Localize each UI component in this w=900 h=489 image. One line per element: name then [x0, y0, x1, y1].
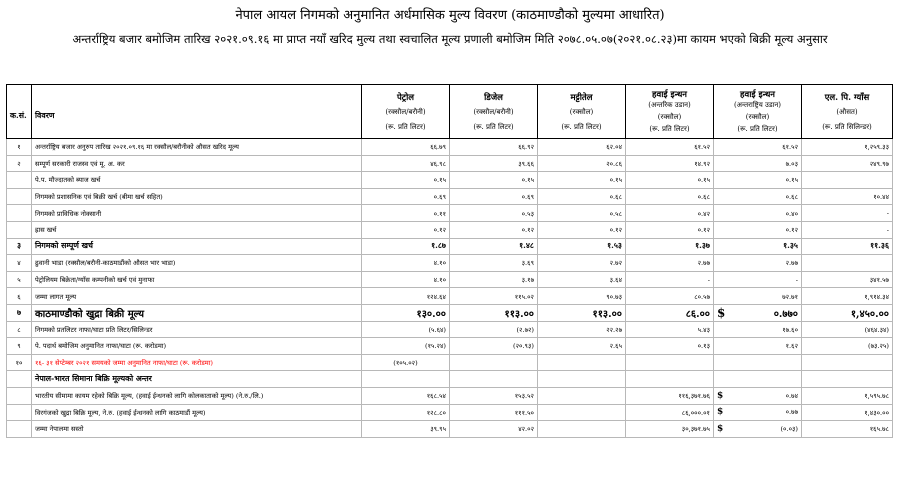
value-text: ०.७४	[785, 391, 798, 400]
value-text: २.७७	[785, 259, 798, 268]
row-value	[714, 288, 802, 305]
row-sn: ७	[7, 304, 32, 321]
value-text: ९०.७३	[606, 292, 622, 301]
row-value	[362, 205, 450, 222]
row-sn: ३	[7, 238, 32, 255]
value-text: ८०.५७	[694, 292, 710, 301]
row-value	[362, 387, 450, 404]
value-text: -	[886, 209, 889, 218]
border-rows	[7, 387, 893, 437]
row-value	[626, 172, 714, 189]
row-desc: ढुवानी भाडा (रक्सौल/बरौनी-काठमाडौंको औसत भार भाडा)	[32, 255, 362, 272]
row-value	[714, 338, 802, 355]
value-text: १७.६०	[782, 325, 798, 334]
row-value	[362, 421, 450, 438]
row-value	[538, 288, 626, 305]
row-value	[450, 238, 538, 255]
table-row	[7, 139, 893, 156]
value-text: (२०.९३)	[513, 342, 534, 351]
row-value	[538, 421, 626, 438]
value-text: ०.१५	[785, 176, 798, 185]
row-desc: जम्मा लागत मूल्य	[32, 288, 362, 305]
row-desc: निगमको प्रतलिटर नाफा/घाटा प्रति लिटर/सिलिन्डर	[32, 321, 362, 338]
row-desc: पे. पदार्थ बमोजिम अनुमानित नाफा/घाटा (रू. करोडमा)	[32, 338, 362, 355]
value-text: २.६५	[609, 342, 622, 351]
row-value	[714, 255, 802, 272]
table-row	[7, 255, 893, 272]
row-value	[626, 238, 714, 255]
row-value	[802, 404, 893, 421]
value-text: ११३.००	[592, 308, 622, 320]
row-sn: १०	[7, 354, 32, 371]
value-text: २२.२७	[606, 325, 622, 334]
row-value	[538, 255, 626, 272]
header-atf-domestic: हवाई इन्धन (अन्तरिक उडान) (रक्सौल) (रू. प्रति लिटर)	[626, 85, 714, 139]
row-sn	[7, 205, 32, 222]
row-value	[802, 172, 893, 189]
page-subtitle: अन्तर्राष्ट्रिय बजार बमोजिम तारिख २०२१.०९.१६ मा प्राप्त नयाँ खरिद मुल्य तथा स्वचालित मूल्य प्रणाली बमोजिम मिति २०७८.०५.०७(२०२१.०८.२३)मा कायम भएको बिक्री मूल्य अनुसार	[72, 32, 828, 46]
value-text: ३.१७	[521, 276, 534, 285]
table-row	[7, 304, 893, 321]
row-value	[626, 221, 714, 238]
table-row	[7, 221, 893, 238]
row-value	[626, 321, 714, 338]
row-value	[802, 188, 893, 205]
value-text: १६५.७८	[869, 425, 889, 434]
value-text: ६१.५२	[694, 143, 710, 152]
row-value	[538, 188, 626, 205]
value-text: १११.५०	[514, 408, 534, 417]
value-text: ४.१०	[433, 276, 446, 285]
row-value	[538, 387, 626, 404]
row-value	[802, 288, 893, 305]
table-row	[7, 288, 893, 305]
row-value	[802, 221, 893, 238]
value-text: (७३.२५)	[868, 342, 889, 351]
table-row	[7, 321, 893, 338]
row-value	[714, 155, 802, 172]
row-value	[450, 188, 538, 205]
value-text: १,५९५.७८	[864, 392, 889, 401]
value-text: ६६.९२	[518, 143, 534, 152]
table-row	[7, 271, 893, 288]
row-sn	[7, 172, 32, 189]
row-value	[802, 205, 893, 222]
value-text: ०.६९	[521, 193, 534, 202]
row-value	[538, 221, 626, 238]
value-text: १.५३	[607, 241, 622, 251]
table-row	[7, 188, 893, 205]
row-sn: २	[7, 155, 32, 172]
row-sn	[7, 421, 32, 438]
row-value	[714, 404, 802, 421]
row-value	[362, 221, 450, 238]
value-text: ३४१.५७	[869, 276, 889, 285]
row-10	[7, 354, 893, 371]
row-value	[714, 387, 802, 404]
row-desc: निगमको सम्पूर्ण खर्च	[32, 238, 362, 255]
row-desc: पेट्रोलियम बिक्रेता/ग्याँस कम्पनीको खर्च एवं मुनाफा	[32, 271, 362, 288]
row-value	[450, 139, 538, 156]
header-petrol: पेट्रोल (रक्सौल/बरौनी) (रू. प्रति लिटर)	[362, 85, 450, 139]
border-row	[7, 404, 893, 421]
value-text: ८६,०००.०१	[681, 408, 710, 417]
border-row	[7, 387, 893, 404]
row-value	[802, 139, 893, 156]
row-desc: निगमको प्राविधिक नोक्सानी	[32, 205, 362, 222]
row-value	[450, 404, 538, 421]
value-text: १५३.५२	[514, 392, 534, 401]
row-sn: ४	[7, 255, 32, 272]
row-value	[538, 172, 626, 189]
value-text: (२.७२)	[516, 325, 534, 334]
value-text: ३०,३७१.७५	[681, 425, 710, 434]
value-text: ६१.५२	[782, 143, 798, 152]
table-row	[7, 205, 893, 222]
value-text: ०.११	[433, 209, 446, 218]
row-value	[362, 172, 450, 189]
value-text: ३.६४	[609, 276, 622, 285]
row-value	[362, 404, 450, 421]
row-desc: जम्मा नेपालमा सस्तो	[32, 421, 362, 438]
row-value	[538, 338, 626, 355]
row-value	[626, 155, 714, 172]
row-value	[538, 271, 626, 288]
row-value	[538, 238, 626, 255]
row-value	[538, 155, 626, 172]
row-value	[450, 321, 538, 338]
value-text: ११५.०२	[514, 292, 534, 301]
row-value	[450, 155, 538, 172]
row-value	[626, 288, 714, 305]
value-text: १६८.५४	[426, 392, 446, 401]
row-value	[802, 238, 893, 255]
value-text: ८६.००	[685, 308, 710, 320]
row-value	[802, 304, 893, 321]
value-text: ४६.९८	[430, 159, 446, 168]
row-value	[362, 139, 450, 156]
value-text: ०.६९	[433, 193, 446, 202]
value-text: ११६,३७१.७६	[678, 392, 710, 401]
row-value	[714, 321, 802, 338]
header-desc: विवरण	[32, 85, 362, 139]
value-text: १०.४४	[873, 193, 889, 202]
value-text: १.३५	[783, 241, 798, 251]
value-text: २.७७	[697, 259, 710, 268]
main-rows	[7, 139, 893, 355]
row-value	[802, 421, 893, 438]
row-value	[362, 255, 450, 272]
row-value	[362, 188, 450, 205]
row-sn: ८	[7, 321, 32, 338]
row-sn: ६	[7, 288, 32, 305]
row-value	[362, 271, 450, 288]
value-text: १,२५९.३३	[864, 143, 889, 152]
table-row	[7, 155, 893, 172]
value-text: ६२.०४	[606, 143, 622, 152]
header-diesel: डिजेल (रक्सौल/बरौनी) (रू. प्रति लिटर)	[450, 85, 538, 139]
value-text: ३.६९	[521, 259, 534, 268]
value-text: ०.४२	[697, 209, 710, 218]
row-value	[714, 221, 802, 238]
row-value	[714, 271, 802, 288]
table-row	[7, 172, 893, 189]
row-sn: १	[7, 139, 32, 156]
row-value	[450, 172, 538, 189]
row-value	[626, 255, 714, 272]
value-text: ३९.९५	[430, 425, 446, 434]
row-value	[538, 205, 626, 222]
row-value	[362, 288, 450, 305]
page-title: नेपाल आयल निगमको अनुमानित अर्धमासिक मुल्य विवरण (काठमाण्डौको मुल्यमा आधारित)	[235, 8, 665, 23]
row-value	[714, 421, 802, 438]
value-text: -	[707, 275, 710, 284]
value-text: ०.५३	[521, 209, 534, 218]
value-text: ११३.००	[504, 308, 534, 320]
value-text: ०.१२	[433, 226, 446, 235]
row-sn	[7, 221, 32, 238]
row-value	[626, 139, 714, 156]
value-text: (१५.२४)	[425, 342, 446, 351]
value-text: १२४.६४	[426, 292, 446, 301]
value-text: ०.५८	[609, 209, 622, 218]
row-value	[626, 304, 714, 321]
usd-sign: $	[717, 423, 724, 434]
row-value	[362, 304, 450, 321]
value-text: ०.१५	[521, 176, 534, 185]
value-text: -	[886, 225, 889, 234]
usd-sign: $	[717, 390, 724, 401]
row-value	[714, 139, 802, 156]
usd-sign: $	[717, 407, 724, 418]
value-text: १.६२	[785, 342, 798, 351]
value-text: ०.१५	[433, 176, 446, 185]
value-text: १.४८	[519, 241, 534, 251]
value-text: ४२.०२	[518, 425, 534, 434]
value-text: ०.१२	[785, 226, 798, 235]
value-text: ०.१५	[697, 176, 710, 185]
row-value	[626, 338, 714, 355]
row-value	[362, 155, 450, 172]
value-text: १४.९२	[694, 159, 710, 168]
value-text: ३९.६६	[518, 159, 534, 168]
row-value	[450, 205, 538, 222]
value-text: ७२.७१	[782, 292, 798, 301]
border-section-title: नेपाल-भारत सिमाना बिक्रि मूल्यको अन्तर	[32, 371, 362, 388]
row-value	[538, 404, 626, 421]
header-lpg: एल. पि. ग्याँस (औसत) (रू. प्रति सिलिन्डर)	[802, 85, 893, 139]
row-value	[450, 255, 538, 272]
row-sn: ५	[7, 271, 32, 288]
row-value	[714, 172, 802, 189]
value-text: -	[795, 275, 798, 284]
usd-sign: $	[717, 305, 726, 320]
row-sn	[7, 188, 32, 205]
value-text: ०.६८	[697, 193, 710, 202]
value-text: ६६.७९	[430, 143, 446, 152]
row-desc: विरगंजको खुद्रा बिक्रि मूल्य, ने.रु. (हवाई ईन्धनको लागि काठमाडौं मूल्य)	[32, 404, 362, 421]
row-value	[626, 271, 714, 288]
row-value	[362, 238, 450, 255]
row-desc: अन्तर्राष्ट्रिय बजार अनुरुप तारिख २०२१.०९.१६ मा रक्सौल/बरौनीको औसत खरिद मूल्य	[32, 139, 362, 156]
row-value	[538, 304, 626, 321]
value-text: ०.१२	[697, 226, 710, 235]
row-value	[362, 338, 450, 355]
row-value	[450, 421, 538, 438]
row-value	[450, 271, 538, 288]
row-value	[802, 255, 893, 272]
header-kerosene: मट्टीतेल (रक्सौल) (रू. प्रति लिटर)	[538, 85, 626, 139]
price-table	[6, 84, 893, 438]
row-value	[362, 321, 450, 338]
row-value	[450, 387, 538, 404]
row-value	[450, 304, 538, 321]
header-sn: क.सं.	[7, 85, 32, 139]
value-text: ०.७७	[785, 408, 798, 417]
row-desc: १६- ३१ सेप्टेम्बर २०२१ समयको जम्मा अनुमानित नाफा/घाटा (रू. करोडमा)	[32, 354, 362, 371]
value-text: ४.१०	[433, 259, 446, 268]
row-desc: काठमाण्डौको खुद्रा बिक्री मूल्य	[32, 304, 362, 321]
value-text: ०.१५	[609, 176, 622, 185]
row-desc: पे.प. मौज्दातको ब्याज खर्च	[32, 172, 362, 189]
value-text: २.७२	[609, 259, 622, 268]
value-text: १.८७	[431, 241, 446, 251]
row-value	[538, 139, 626, 156]
table-row	[7, 338, 893, 355]
value-text: ११.३६	[870, 241, 889, 251]
row-total: (१०५.०२)	[362, 354, 450, 371]
row-value	[714, 238, 802, 255]
value-text: (०.०३)	[780, 424, 798, 433]
value-text: २४९.९७	[869, 159, 889, 168]
row-value	[714, 304, 802, 321]
row-value	[714, 205, 802, 222]
row-value	[802, 387, 893, 404]
value-text: १२८.८०	[426, 408, 446, 417]
row-value	[450, 288, 538, 305]
row-value	[802, 338, 893, 355]
row-value	[802, 155, 893, 172]
row-desc: निगमको प्रशासनिक एवं बिक्री खर्च (बीमा खर्च सहित)	[32, 188, 362, 205]
row-value	[802, 271, 893, 288]
row-desc: सम्पूर्ण सरकारी राजस्व एवं मू. अ. कर	[32, 155, 362, 172]
row-value	[450, 221, 538, 238]
value-text: २०.८६	[606, 159, 622, 168]
row-value	[626, 205, 714, 222]
row-value	[626, 387, 714, 404]
row-desc: ह्रास खर्च	[32, 221, 362, 238]
row-value	[450, 338, 538, 355]
value-text: (५.६४)	[428, 325, 446, 334]
table-row	[7, 238, 893, 255]
row-value	[626, 421, 714, 438]
value-text: ७.०३	[785, 159, 798, 168]
value-text: ०.६८	[609, 193, 622, 202]
value-text: ०.१२	[521, 226, 534, 235]
value-text: ०.७७०	[773, 308, 798, 320]
value-text: १,४३०.००	[864, 408, 889, 417]
value-text: ०.१३	[697, 342, 710, 351]
value-text: १,९१४.३४	[864, 292, 889, 301]
value-text: १.३७	[695, 241, 710, 251]
value-text: १३०.००	[416, 308, 446, 320]
value-text: ०.६८	[785, 193, 798, 202]
row-sn: ९	[7, 338, 32, 355]
value-text: (४६४.३४)	[864, 325, 889, 334]
row-value	[626, 188, 714, 205]
value-text: ०.४०	[785, 209, 798, 218]
row-desc: भारतीय सीमामा कायम रहेको बिक्रि मूल्य, (हवाई ईन्धनको लागि कोलकाताको मूल्य) (ने.रु./लि.)	[32, 387, 362, 404]
row-value	[714, 188, 802, 205]
value-text: १,४५०.००	[850, 308, 889, 320]
row-value	[802, 321, 893, 338]
row-sn	[7, 387, 32, 404]
table-header-row	[7, 85, 893, 139]
row-value	[538, 321, 626, 338]
border-row	[7, 421, 893, 438]
value-text: ०.१२	[609, 226, 622, 235]
header-atf-international: हवाई इन्धन (अन्तराष्ट्रिय उडान) (रक्सौल) (रू. प्रति लिटर)	[714, 85, 802, 139]
row-sn	[7, 404, 32, 421]
row-value	[626, 404, 714, 421]
value-text: ५.४३	[697, 325, 710, 334]
border-section-title-row	[7, 371, 893, 388]
